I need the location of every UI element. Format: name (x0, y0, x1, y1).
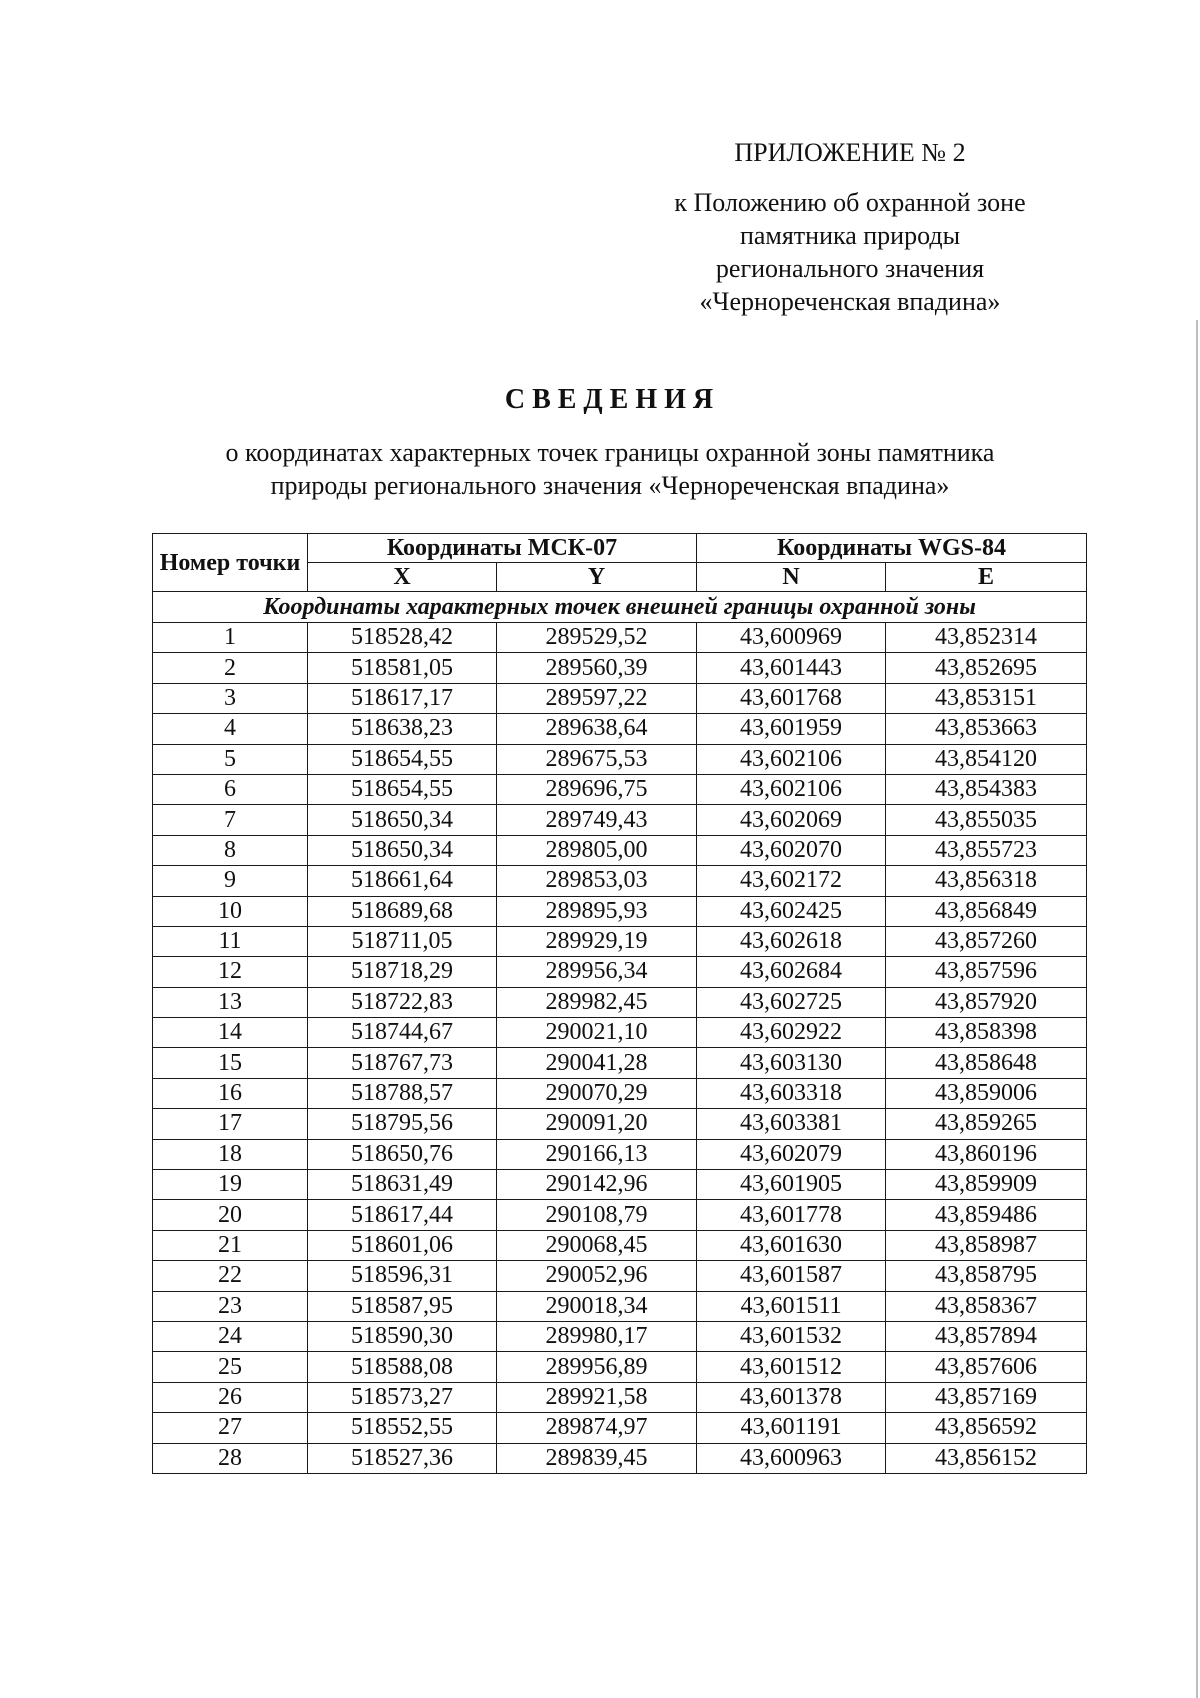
table-row (153, 1230, 1087, 1260)
cell-point-number: 17 (153, 1109, 308, 1139)
cell-n: 43,600963 (697, 1443, 886, 1473)
cell-e: 43,859265 (886, 1109, 1087, 1139)
cell-n: 43,601191 (697, 1413, 886, 1443)
cell-y: 290068,45 (497, 1230, 697, 1260)
cell-n: 43,601511 (697, 1291, 886, 1321)
cell-y: 289929,19 (497, 926, 697, 956)
table-row (153, 1139, 1087, 1169)
cell-n: 43,602079 (697, 1139, 886, 1169)
cell-e: 43,858795 (886, 1261, 1087, 1291)
cell-point-number: 10 (153, 896, 308, 926)
cell-x: 518744,67 (308, 1018, 497, 1048)
cell-e: 43,859909 (886, 1170, 1087, 1200)
cell-y: 290018,34 (497, 1291, 697, 1321)
cell-y: 289529,52 (497, 623, 697, 653)
cell-n: 43,602106 (697, 774, 886, 804)
cell-point-number: 27 (153, 1413, 308, 1443)
cell-e: 43,857894 (886, 1321, 1087, 1351)
cell-y: 289982,45 (497, 987, 697, 1017)
cell-e: 43,855723 (886, 835, 1087, 865)
header-wgs84: Координаты WGS-84 (697, 534, 1087, 563)
cell-point-number: 11 (153, 926, 308, 956)
cell-y: 290142,96 (497, 1170, 697, 1200)
cell-n: 43,602106 (697, 744, 886, 774)
cell-y: 289874,97 (497, 1413, 697, 1443)
cell-point-number: 18 (153, 1139, 308, 1169)
table-row (153, 683, 1087, 713)
cell-x: 518573,27 (308, 1382, 497, 1412)
cell-n: 43,602725 (697, 987, 886, 1017)
cell-e: 43,856849 (886, 896, 1087, 926)
cell-e: 43,858987 (886, 1230, 1087, 1260)
table-row (153, 1291, 1087, 1321)
cell-x: 518588,08 (308, 1352, 497, 1382)
header-x: X (308, 563, 497, 592)
cell-e: 43,854383 (886, 774, 1087, 804)
table-row (153, 1261, 1087, 1291)
cell-e: 43,857596 (886, 957, 1087, 987)
cell-point-number: 1 (153, 623, 308, 653)
table-row (153, 835, 1087, 865)
appendix-line: регионального значения (715, 254, 985, 283)
table-row (153, 653, 1087, 683)
table-row (153, 1170, 1087, 1200)
cell-e: 43,858398 (886, 1018, 1087, 1048)
cell-e: 43,855035 (886, 805, 1087, 835)
cell-x: 518788,57 (308, 1078, 497, 1108)
cell-point-number: 13 (153, 987, 308, 1017)
table-row (153, 1443, 1087, 1473)
cell-y: 289895,93 (497, 896, 697, 926)
coordinates-table (152, 533, 1087, 1474)
header-n: N (697, 563, 886, 592)
table-row (153, 774, 1087, 804)
cell-y: 289749,43 (497, 805, 697, 835)
table-row (153, 957, 1087, 987)
scan-edge-line (1196, 320, 1198, 1698)
cell-e: 43,860196 (886, 1139, 1087, 1169)
cell-x: 518617,17 (308, 683, 497, 713)
cell-y: 289597,22 (497, 683, 697, 713)
cell-n: 43,602172 (697, 866, 886, 896)
cell-n: 43,603318 (697, 1078, 886, 1108)
cell-y: 290021,10 (497, 1018, 697, 1048)
cell-n: 43,603130 (697, 1048, 886, 1078)
document-heading: СВЕДЕНИЯ (504, 384, 721, 415)
cell-e: 43,857920 (886, 987, 1087, 1017)
cell-x: 518596,31 (308, 1261, 497, 1291)
cell-n: 43,601512 (697, 1352, 886, 1382)
cell-y: 289956,34 (497, 957, 697, 987)
cell-y: 289956,89 (497, 1352, 697, 1382)
table-row (153, 744, 1087, 774)
table-row (153, 1078, 1087, 1108)
cell-n: 43,602618 (697, 926, 886, 956)
cell-y: 289839,45 (497, 1443, 697, 1473)
cell-e: 43,856318 (886, 866, 1087, 896)
cell-point-number: 15 (153, 1048, 308, 1078)
table-body (153, 592, 1087, 1474)
table-row (153, 714, 1087, 744)
cell-e: 43,852695 (886, 653, 1087, 683)
header-e: E (886, 563, 1087, 592)
cell-point-number: 4 (153, 714, 308, 744)
cell-n: 43,601587 (697, 1261, 886, 1291)
cell-point-number: 20 (153, 1200, 308, 1230)
cell-y: 289638,64 (497, 714, 697, 744)
cell-n: 43,601959 (697, 714, 886, 744)
cell-x: 518650,34 (308, 835, 497, 865)
cell-y: 289805,00 (497, 835, 697, 865)
cell-x: 518617,44 (308, 1200, 497, 1230)
cell-e: 43,852314 (886, 623, 1087, 653)
cell-e: 43,856152 (886, 1443, 1087, 1473)
cell-point-number: 24 (153, 1321, 308, 1351)
table-row (153, 987, 1087, 1017)
cell-x: 518528,42 (308, 623, 497, 653)
cell-n: 43,601532 (697, 1321, 886, 1351)
cell-y: 289675,53 (497, 744, 697, 774)
appendix-line: к Положению об охранной зоне (674, 188, 1026, 217)
cell-point-number: 2 (153, 653, 308, 683)
cell-e: 43,859006 (886, 1078, 1087, 1108)
cell-x: 518718,29 (308, 957, 497, 987)
cell-e: 43,857260 (886, 926, 1087, 956)
cell-y: 289980,17 (497, 1321, 697, 1351)
cell-n: 43,601630 (697, 1230, 886, 1260)
cell-x: 518767,73 (308, 1048, 497, 1078)
cell-e: 43,853151 (886, 683, 1087, 713)
cell-point-number: 25 (153, 1352, 308, 1382)
cell-x: 518552,55 (308, 1413, 497, 1443)
table-row (153, 1200, 1087, 1230)
appendix-title: ПРИЛОЖЕНИЕ № 2 (734, 138, 966, 167)
cell-point-number: 19 (153, 1170, 308, 1200)
subheading-line: природы регионального значения «Чернореченская впадина» (270, 471, 950, 500)
cell-n: 43,602070 (697, 835, 886, 865)
appendix-line: памятника природы (739, 221, 961, 250)
cell-x: 518587,95 (308, 1291, 497, 1321)
cell-x: 518638,23 (308, 714, 497, 744)
cell-n: 43,601768 (697, 683, 886, 713)
cell-point-number: 28 (153, 1443, 308, 1473)
cell-y: 289696,75 (497, 774, 697, 804)
cell-y: 290052,96 (497, 1261, 697, 1291)
cell-e: 43,858648 (886, 1048, 1087, 1078)
cell-y: 289921,58 (497, 1382, 697, 1412)
cell-y: 289853,03 (497, 866, 697, 896)
cell-x: 518654,55 (308, 744, 497, 774)
cell-point-number: 9 (153, 866, 308, 896)
appendix-block (620, 136, 1080, 318)
cell-n: 43,603381 (697, 1109, 886, 1139)
table-row (153, 866, 1087, 896)
cell-y: 289560,39 (497, 653, 697, 683)
cell-e: 43,857606 (886, 1352, 1087, 1382)
cell-x: 518711,05 (308, 926, 497, 956)
table-row (153, 623, 1087, 653)
cell-point-number: 12 (153, 957, 308, 987)
header-y: Y (497, 563, 697, 592)
cell-point-number: 8 (153, 835, 308, 865)
table-row (153, 1413, 1087, 1443)
cell-point-number: 7 (153, 805, 308, 835)
cell-x: 518601,06 (308, 1230, 497, 1260)
cell-point-number: 5 (153, 744, 308, 774)
cell-x: 518631,49 (308, 1170, 497, 1200)
table-row (153, 1321, 1087, 1351)
subheading-line: о координатах характерных точек границы охранной зоны памятника (225, 438, 995, 467)
cell-y: 290091,20 (497, 1109, 697, 1139)
cell-point-number: 22 (153, 1261, 308, 1291)
cell-n: 43,601443 (697, 653, 886, 683)
appendix-line: «Чернореченская впадина» (699, 287, 1001, 316)
cell-x: 518722,83 (308, 987, 497, 1017)
cell-e: 43,857169 (886, 1382, 1087, 1412)
table-row (153, 896, 1087, 926)
cell-y: 290108,79 (497, 1200, 697, 1230)
cell-x: 518650,34 (308, 805, 497, 835)
cell-n: 43,602425 (697, 896, 886, 926)
cell-x: 518527,36 (308, 1443, 497, 1473)
table-row (153, 926, 1087, 956)
cell-e: 43,856592 (886, 1413, 1087, 1443)
cell-x: 518654,55 (308, 774, 497, 804)
cell-point-number: 21 (153, 1230, 308, 1260)
table-row (153, 1109, 1087, 1139)
cell-point-number: 6 (153, 774, 308, 804)
cell-n: 43,602684 (697, 957, 886, 987)
cell-e: 43,858367 (886, 1291, 1087, 1321)
cell-n: 43,601778 (697, 1200, 886, 1230)
table-row (153, 1048, 1087, 1078)
cell-x: 518650,76 (308, 1139, 497, 1169)
cell-y: 290070,29 (497, 1078, 697, 1108)
table-row (153, 805, 1087, 835)
document-subheading (150, 436, 1070, 502)
cell-e: 43,854120 (886, 744, 1087, 774)
section-title: Координаты характерных точек внешней границы охранной зоны (153, 592, 1087, 623)
cell-point-number: 23 (153, 1291, 308, 1321)
cell-point-number: 16 (153, 1078, 308, 1108)
cell-n: 43,600969 (697, 623, 886, 653)
cell-x: 518590,30 (308, 1321, 497, 1351)
header-msk07: Координаты МСК-07 (308, 534, 697, 563)
header-point-number: Номер точки (153, 534, 308, 592)
cell-x: 518795,56 (308, 1109, 497, 1139)
cell-x: 518661,64 (308, 866, 497, 896)
cell-e: 43,853663 (886, 714, 1087, 744)
cell-point-number: 26 (153, 1382, 308, 1412)
cell-point-number: 14 (153, 1018, 308, 1048)
table-row (153, 1018, 1087, 1048)
cell-e: 43,859486 (886, 1200, 1087, 1230)
cell-point-number: 3 (153, 683, 308, 713)
table-row (153, 1352, 1087, 1382)
cell-x: 518581,05 (308, 653, 497, 683)
cell-y: 290166,13 (497, 1139, 697, 1169)
table-header (153, 534, 1087, 592)
cell-n: 43,601905 (697, 1170, 886, 1200)
table-row (153, 1382, 1087, 1412)
cell-n: 43,601378 (697, 1382, 886, 1412)
cell-n: 43,602922 (697, 1018, 886, 1048)
cell-y: 290041,28 (497, 1048, 697, 1078)
cell-n: 43,602069 (697, 805, 886, 835)
cell-x: 518689,68 (308, 896, 497, 926)
